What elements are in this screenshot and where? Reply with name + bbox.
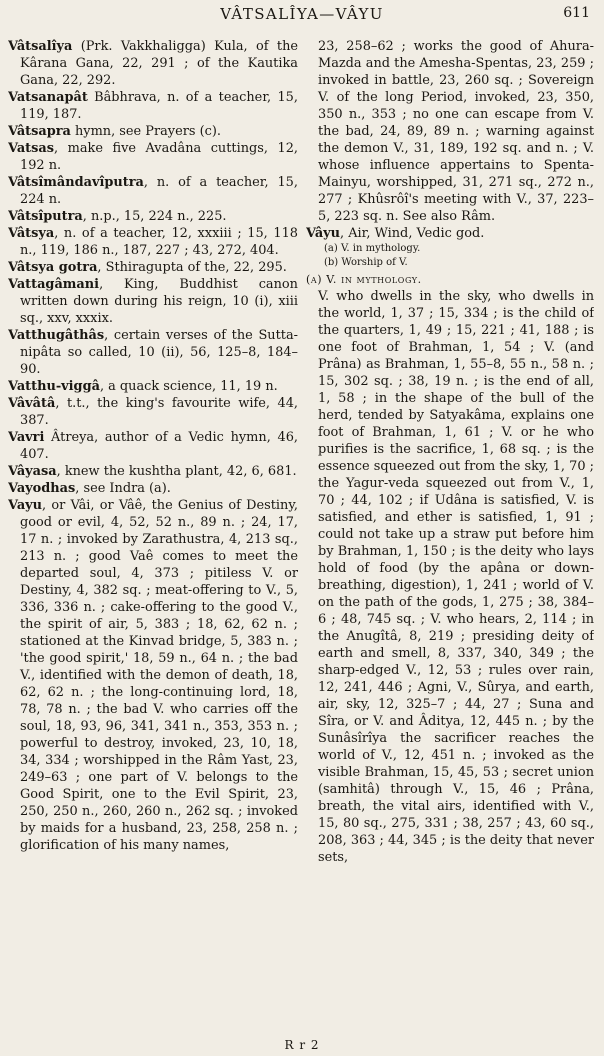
running-head: VÂTSALÎYA—VÂYU — [220, 5, 384, 23]
index-entry — [8, 259, 298, 276]
entry-text: , King, Buddhist canon written down during his reign, 10 (i), xiii sq., xxv, xxxix. — [20, 277, 298, 326]
subdivision-key-b: (b) Worship of V. — [324, 257, 408, 268]
entry-headword: Vatthu-viggâ — [8, 379, 100, 394]
section-heading-text: (a) V. in mythology. — [306, 273, 422, 286]
index-entry — [8, 276, 298, 327]
entry-headword: Vayu — [8, 498, 43, 513]
signature-mark: R r 2 — [284, 1038, 320, 1052]
entry-text: , t.t., the king's favourite wife, 44, 387. — [20, 396, 298, 428]
right-column — [306, 38, 594, 1028]
index-entry — [8, 174, 298, 208]
index-entry — [8, 208, 298, 225]
entry-text: , a quack science, 11, 19 n. — [99, 379, 278, 394]
entry-headword: Vatsas — [8, 141, 54, 156]
section-text: V. who dwells in the sky, who dwells in the world, 1, 37 ; 15, 334 ; is the child of the quarters, 1, 49 ; 15, 221 ; 41, 188 ; is one foot of Brahman, 1, 54 ; V. (and Prâna) as Brahman, 1, 55–8, 55 n., 58 n. ; 15, 302 sq. ; 38, 19 n. ; is the end of all, 1, 58 ; in the shape of the bull of the herd, tended by Satyakâma, explains one foot of Brahman, 1, 61 ; V. or he who purifies is the sacrifice, 1, 68 sq. ; is the essence squeezed out from the sky, 1, 70 ; the Yagur-veda squeezed out from V., 1, 70 ; 44, 102 ; if Udâna is satisfied, V. is satisfied, and ether is satisfied, 1, 91 ; could not take up a straw put before him by Brahman, 1, 150 ; is the deity who lays hold of food (by the apâna or down-breathing, digestion), 1, 241 ; world of V. on the path of the gods, 1, 275 ; 38, 384–6 ; 48, 745 sq. ; V. who hears, 2, 114 ; in the Anugîtâ, 8, 219 ; presiding deity of earth and smell, 8, 337, 340, 349 ; the sharp-edged V., 12, 53 ; rules over rain, 12, 241, 446 ; Agni, V., Sûrya, and earth, air, sky, 12, 325–7 ; 44, 27 ; Suna and Sîra, or V. and Âditya, 12, 445 n. ; by the Sunâsîrîya the sacrificer reaches the world of V., 12, 451 n. ; invoked as the visible Brahman, 15, 45, 53 ; secret union (samhitâ) through V., 15, 46 ; Prâna, breath, the vital airs, identified with V., 15, 80 sq., 275, 331 ; 38, 257 ; 43, 60 sq., 208, 363 ; 44, 345 ; is the deity that never sets, — [318, 289, 594, 865]
index-entry — [8, 480, 298, 497]
index-entry — [8, 38, 298, 89]
index-entry — [8, 429, 298, 463]
section-heading — [306, 271, 594, 288]
entry-headword: Vâyu — [306, 226, 341, 241]
left-column — [8, 38, 298, 1028]
entry-headword: Vâtsîmândavîputra — [8, 175, 144, 190]
index-entry — [8, 123, 298, 140]
entry-headword: Vâyasa — [8, 464, 57, 479]
page-header — [0, 3, 604, 27]
entry-text: , Sthiragupta of the, 22, 295. — [97, 260, 287, 275]
entry-continuation: 23, 258–62 ; works the good of Ahura-Mazda and the Amesha-Spentas, 23, 259 ; invoked in battle, 23, 260 sq. ; Sovereign V. of the long Period, invoked, 23, 350, 350 n., 353 ; no one can escape from V. the bad, 24, 89, 89 n. ; warning against the demon V., 31, 189, 192 sq. and n. ; V. whose influence appertains to Spenta-Mainyu, worshipped, 31, 271 sq., 272 n., 277 ; Khûsrôî's meeting with V., 37, 223–5, 223 sq. n. See also Râm. — [318, 39, 594, 224]
entry-headword: Vattagâmani — [8, 277, 100, 292]
entry-text: , n. of a teacher, 15, 224 n. — [20, 175, 298, 207]
entry-text: , n. of a teacher, 12, xxxiii ; 15, 118 n., 119, 186 n., 187, 227 ; 43, 272, 404. — [20, 226, 298, 258]
index-entry — [8, 497, 298, 854]
entry-headword: Vâtsapra — [8, 124, 71, 139]
index-entry-vayu — [306, 225, 594, 242]
entry-headword: Vâtsalîya — [8, 39, 73, 54]
entry-text: , Air, Wind, Vedic god. — [340, 226, 485, 241]
index-entry — [8, 140, 298, 174]
entry-text: Âtreya, author of a Vedic hymn, 46, 407. — [20, 430, 298, 462]
page-number: 611 — [563, 5, 590, 21]
entry-text: , or Vâi, or Vâê, the Genius of Destiny, good or evil, 4, 52, 52 n., 89 n. ; 24, 17, 17 n. ; invoked by Zarathustra, 4, 213 sq., 213 n. ; good Vaê comes to meet the departed soul, 4, 373 ; pitiless V. or Destiny, 4, 382 sq. ; meat-offering to V., 5, 336, 336 n. ; cake-offering to the good V., the spirit of air, 5, 383 ; 18, 62, 62 n. ; stationed at the Kinvad bridge, 5, 383 n. ; 'the good spirit,' 18, 59 n., 64 n. ; the bad V., identified with the demon of death, 18, 62, 62 n. ; the long-continuing lord, 18, 78, 78 n. ; the bad V. who carries off the soul, 18, 93, 96, 341, 341 n., 353, 353 n. ; powerful to destroy, invoked, 23, 10, 18, 34, 334 ; worshipped in the Râm Yast, 23, 249–63 ; one part of V. belongs to the Good Spirit, one to the Evil Spirit, 23, 250, 250 n., 260, 260 n., 262 sq. ; invoked by maids for a husband, 23, 258, 258 n. ; glorification of his many names, — [20, 498, 298, 853]
entry-text: , make five Avadâna cuttings, 12, 192 n. — [20, 141, 298, 173]
entry-text: , see Indra (a). — [75, 481, 171, 496]
index-entry — [8, 89, 298, 123]
index-entry — [8, 225, 298, 259]
subdivision-key-a: (a) V. in mythology. — [324, 243, 421, 254]
entry-headword: Vâtsîputra — [8, 209, 83, 224]
entry-headword: Vavri — [8, 430, 45, 445]
entry-text: (Prk. Vakkhaligga) Kula, of the Kârana Gana, 22, 291 ; of the Kautika Gana, 22, 292. — [20, 39, 298, 88]
index-entry — [8, 378, 298, 395]
index-entry — [8, 463, 298, 480]
entry-headword: Vâtsya — [8, 226, 55, 241]
entry-text: , knew the kushtha plant, 42, 6, 681. — [56, 464, 297, 479]
index-entry — [8, 327, 298, 378]
entry-headword: Vatthugâthâs — [8, 328, 105, 343]
entry-text: , certain verses of the Sutta-nipâta so called, 10 (ii), 56, 125–8, 184–90. — [20, 328, 298, 377]
entry-headword: Vatsanapât — [8, 90, 88, 105]
entry-headword: Vâvâtâ — [8, 396, 56, 411]
entry-text: hymn, see Prayers (c). — [70, 124, 221, 139]
entry-text: Bâbhrava, n. of a teacher, 15, 119, 187. — [20, 90, 298, 122]
entry-headword: Vayodhas — [8, 481, 76, 496]
index-entry — [8, 395, 298, 429]
entry-text: , n.p., 15, 224 n., 225. — [82, 209, 227, 224]
entry-headword: Vâtsya gotra — [8, 260, 98, 275]
